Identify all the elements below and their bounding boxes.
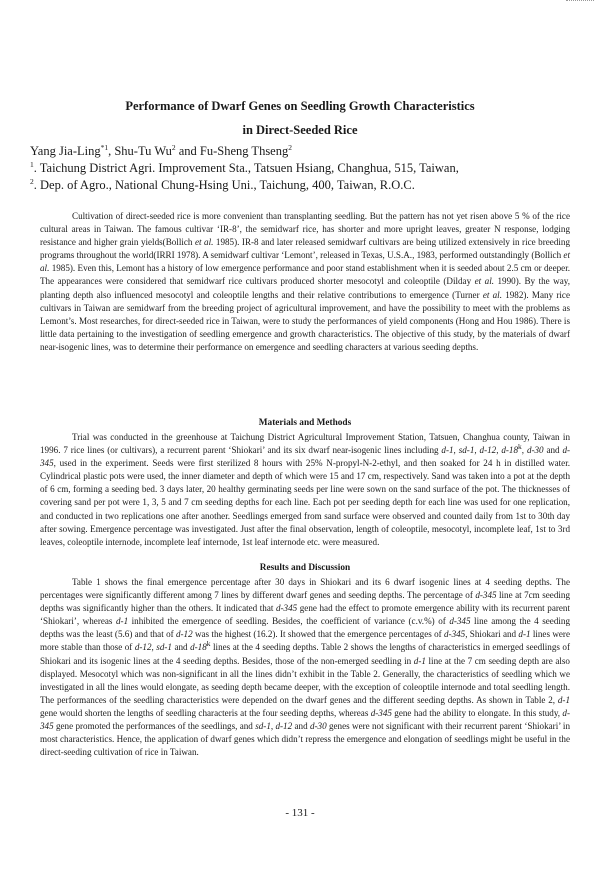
affiliation-2-text: . Dep. of Agro., National Chung-Hsing Uni., Taichung, 400, Taiwan, R.O.C.	[33, 178, 415, 192]
intro-text: 1990). By the way, planting depth also influenced mesocotyl and coleoptile lengths and their relative contributions to emergence (Turner	[40, 276, 571, 300]
intro-text: Cultivation of direct-seeded rice is more convenient than transplanting seedling. But the pattern has not yet risen above 5 % of the rice cultural areas in Taiwan. The famous cultivar ‘IR-8’, the semidwarf rice, has shorter and more upright leaves, greater N response, lodging resistance and higher grain yields(Bollich	[40, 211, 570, 248]
results-text: Table 1 shows the final emergence percentage after 30 days in Shiokari and its 6 dwarf isogenic lines at 4 seeding depths. The percentages were significantly different among 7 lines by different dwarf genes and seeding depths. The percentage of	[40, 577, 570, 601]
results-text: ,	[151, 642, 157, 653]
author-2-mark: 2	[171, 142, 176, 152]
methods-text: ,	[521, 445, 527, 456]
page-number: - 131 -	[285, 807, 315, 819]
gene-name: d-12	[275, 721, 293, 732]
methods-text: ,	[474, 445, 480, 456]
results-text: gene would shorten the lengths of seedling characteris at the four seeding depths, whereas	[40, 707, 371, 718]
results-text: and	[292, 721, 310, 732]
gene-name: d-345	[370, 707, 392, 718]
author-1-mark: *1	[100, 142, 109, 152]
affiliation-1-mark: 1	[30, 159, 34, 169]
results-text: was the highest (16.2). It showed that the emergence percentages of	[192, 629, 444, 640]
gene-name: d-345	[444, 629, 466, 640]
results-text: and	[171, 642, 191, 653]
gene-name: d-345	[275, 603, 298, 614]
gene-name: d-345	[40, 445, 571, 469]
methods-text: , used in the experiment. Seeds were first sterilized 8 hours with 25% N-propyl-N-2-ethyl, and then soaked for 24 h in distilled water. Cylindrical plastic pots were used, the inner diameter and depth of which were 15 and 17 cm, respectively. Sand was taken into a pot at the depth of 6 cm, forming a seeding bed. 3 days later, 20 healthy germinating seeds per line were sown on the sand surface of the pot. The thicknesses of covering sand per pot were 1, 3, 5 and 7 cm seeding depths for each line. Each pot per seeding depth for each line was used for one replication, and conducted in two replications one after another. Seedlings emerged from sand surface were observed and counted daily from 1st to 30th day after sowing. Emergence percentage was investigated. Just after the final observation, length of coleoptile, mesocotyl, incomplete leaf, 1st to 3rd leaves, coleoptile internode, incomplete leaf internode, 1st leaf internode etc. were measured.	[40, 458, 570, 547]
author-1: Yang Jia-Ling	[30, 144, 101, 158]
gene-name: d-345	[475, 590, 497, 601]
gene-name: d-1	[116, 616, 129, 627]
results-text: lines were more stable than those of	[40, 629, 570, 653]
intro-etal: et al.	[474, 276, 495, 287]
gene-name: d-30	[526, 445, 544, 456]
results-text: line among the 4 seeding depths was the least (5.6) and that of	[40, 616, 570, 640]
affiliation-1-text: . Taichung District Agri. Improvement Sta., Tatsuen Hsiang, Changhua, 515, Taiwan,	[33, 161, 459, 175]
gene-name: d-345	[40, 707, 570, 732]
author-list	[30, 143, 292, 160]
results-text: inhibited the emergence of seedling. Besides, the coefficient of variance (c.v.%) of	[128, 616, 450, 627]
results-text: , Shiokari and	[465, 629, 519, 640]
affiliation-2-mark: 2	[30, 176, 34, 186]
gene-name: d-30	[309, 721, 327, 732]
methods-text: ,	[496, 445, 502, 456]
gene-name: d-1	[441, 445, 454, 456]
gene-superscript: k	[206, 639, 211, 649]
results-heading: Results and Discussion	[259, 563, 351, 573]
introduction-paragraph	[40, 210, 570, 354]
results-paragraph	[40, 576, 570, 759]
author-3: and Fu-Sheng Thseng	[175, 144, 289, 158]
affiliation-2	[30, 177, 415, 194]
corner-mark	[566, 0, 594, 5]
intro-etal: et al.	[482, 289, 502, 300]
author-2: , Shu-Tu Wu	[108, 144, 172, 158]
gene-name: d-12	[479, 445, 497, 456]
title-line-2: in Direct-Seeded Rice	[242, 123, 358, 137]
intro-etal: et al.	[40, 250, 570, 274]
author-3-mark: 2	[288, 142, 292, 152]
gene-name: d-18	[501, 445, 519, 456]
methods-text: ,	[453, 445, 459, 456]
gene-name: d-12	[134, 642, 152, 653]
gene-name: d-1	[518, 629, 531, 640]
gene-name: sd-1	[255, 721, 271, 732]
gene-superscript: k	[518, 442, 522, 452]
results-text: gene promoted the performances of the seedlings, and	[53, 721, 256, 732]
methods-paragraph	[40, 431, 570, 549]
methods-text: and	[543, 445, 563, 456]
gene-name: d-12	[175, 629, 193, 640]
paper-title	[60, 94, 540, 142]
gene-name: d-1	[557, 694, 570, 705]
results-text: lines at the 4 seeding depths. Table 2 shows the lengths of characteristics in emerged seedlings of Shiokari and its isogenic lines at the 4 seeding depths. Besides, those of the non-emerged seedling in	[40, 642, 570, 666]
gene-name: d-345	[449, 616, 471, 627]
results-text: line at 7cm seeding depths was significantly higher than the others. It indicated that	[40, 590, 570, 614]
intro-text: 1982). Many rice cultivars in Taiwan are semidwarf from the breeding project of agricultural improvement, and have the possibility to meet with the problems as Lemont’s. Most researches, for direct-seeded rice in Taiwan, were to study the performances of yield components (Hong and Hou 1986). There is little data pertaining to the investigation of seedling emergence and growth characteristics. The objective of this study, by the materials of dwarf near-isogenic lines, was to determine their performance on emergence and seedling characters at various seeding depths.	[40, 289, 570, 352]
results-text: genes were not significant with their recurrent parent ‘Shiokari’ in most characteristics. Hence, the application of dwarf genes which didn’t repress the emergence and elongation of seedlings might be useful in the direct-seeding cultivation of rice in Taiwan.	[40, 721, 570, 758]
methods-text: Trial was conducted in the greenhouse at Taichung District Agricultural Improvement Station, Tatsuen, Changhua county, Taiwan in 1996. 7 rice lines (or cultivars), a recurrent parent ‘Shiokari’ and its six dwarf near-isogenic lines including	[40, 432, 570, 456]
affiliation-1	[30, 160, 459, 177]
gene-name: d-18	[190, 642, 207, 653]
intro-etal: et al.	[194, 237, 214, 248]
results-text: gene had the ability to elongate. In this study,	[391, 707, 563, 718]
title-line-1: Performance of Dwarf Genes on Seedling Growth Characteristics	[125, 99, 475, 113]
intro-text: 1985). Even this, Lemont has a history of low emergence performance and poor stand establishment when it is seeded about 2.5 cm or deeper. The appearances were considered that semidwarf rice cultivars produced shorter mesocotyl and coleoptile (Dilday	[40, 263, 570, 287]
results-text: gene had the effect to promote emergence ability with its recurrent parent ‘Shiokari’, whereas	[40, 603, 570, 627]
gene-name: d-1	[413, 655, 426, 666]
intro-text: 1985). IR-8 and later released semidwarf cultivars are being utilized extensively in rice breeding programs throughout the world(IRRI 1978). A semidwarf cultivar ‘Lemont’, released in Texas, U.S.A., 1983, performed outstandingly (Bollich	[40, 237, 570, 261]
results-text: ,	[270, 721, 276, 732]
gene-name: sd-1	[156, 642, 172, 653]
methods-heading: Materials and Methods	[258, 418, 352, 428]
gene-name: sd-1	[458, 445, 475, 456]
results-text: line at the 7 cm seeding depth are also displayed. Mesocotyl which was non-significant in all the lines didn’t exhibit in the Table 2. Generally, the characteristics of seedling which we investigated in all the lines would elongate, as seeding depth became deeper, with the exception of coleoptile internode and total seedling length. The performances of the seedling characteristics were depended on the dwarf genes and the different seeding depths. As shown in Table 2,	[40, 655, 570, 705]
